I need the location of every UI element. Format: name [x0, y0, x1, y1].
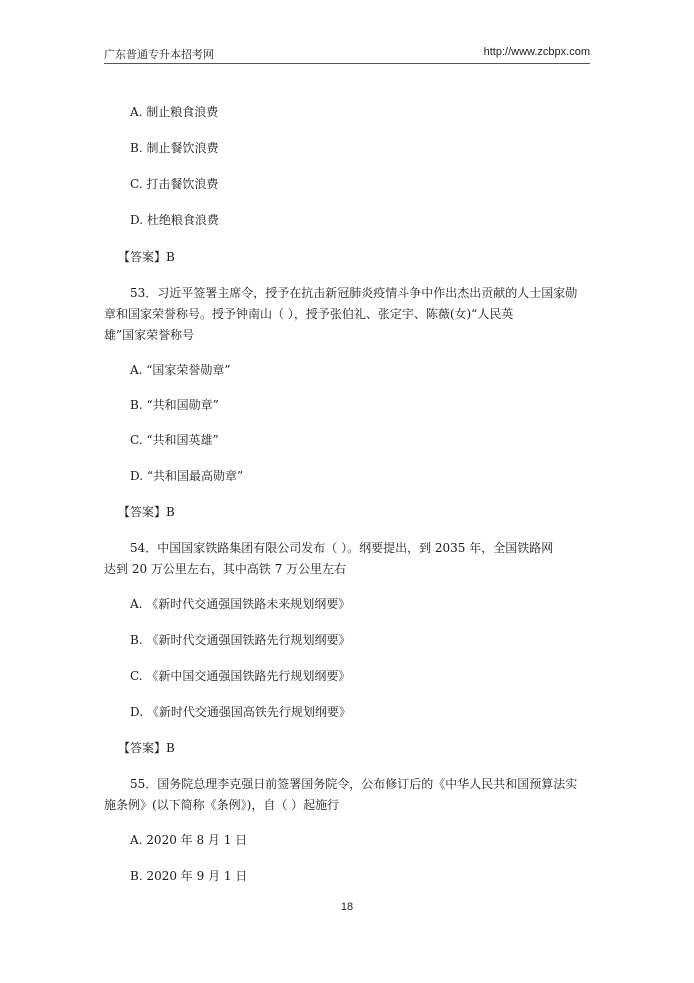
q53-text-line-2: 章和国家荣誉称号。授予钟南山（ ），授予张伯礼、张定宇、陈薇(女)“人民英 — [104, 307, 514, 321]
q53-text-line-1: 53．习近平签署主席令，授予在抗击新冠肺炎疫情斗争中作出杰出贡献的人士国家勋 — [130, 286, 578, 300]
q52-option-c: C. 打击餐饮浪费 — [130, 177, 219, 191]
header-url: http://www.zcbpx.com — [483, 46, 590, 58]
header-divider — [104, 63, 590, 64]
q53-option-b: B. “共和国勋章” — [130, 398, 219, 412]
header-site-name: 广东普通专升本招考网 — [104, 48, 214, 61]
q53-answer: 【答案】B — [118, 505, 175, 519]
q55-option-b: B. 2020 年 9 月 1 日 — [130, 869, 248, 883]
q54-option-b: B. 《新时代交通强国铁路先行规划纲要》 — [130, 633, 351, 647]
q55-option-a: A. 2020 年 8 月 1 日 — [130, 833, 248, 847]
q55-text-line-2: 施条例》(以下简称《条例》)，自（ ）起施行 — [104, 798, 340, 812]
q54-text-line-2: 达到 20 万公里左右，其中高铁 7 万公里左右 — [104, 562, 347, 576]
q55-text-line-1: 55．国务院总理李克强日前签署国务院令，公布修订后的《中华人民共和国预算法实 — [130, 777, 578, 791]
page-header — [104, 40, 590, 62]
q54-option-a: A. 《新时代交通强国铁路未来规划纲要》 — [130, 597, 351, 611]
q54-answer: 【答案】B — [118, 741, 175, 755]
page-number: 18 — [340, 901, 354, 913]
q54-option-d: D. 《新时代交通强国高铁先行规划纲要》 — [130, 705, 351, 719]
q52-answer: 【答案】B — [118, 250, 175, 264]
q54-text-line-1: 54．中国国家铁路集团有限公司发布（ ）。纲要提出，到 2035 年，全国铁路网 — [130, 541, 554, 555]
q52-option-d: D. 杜绝粮食浪费 — [130, 213, 219, 227]
q53-option-d: D. “共和国最高勋章” — [130, 469, 244, 483]
q52-option-a: A. 制止粮食浪费 — [130, 105, 219, 119]
q53-option-a: A. “国家荣誉勋章” — [130, 363, 231, 377]
q53-text-line-3: 雄”国家荣誉称号 — [104, 328, 195, 342]
q53-option-c: C. “共和国英雄” — [130, 433, 219, 447]
q52-option-b: B. 制止餐饮浪费 — [130, 141, 219, 155]
q54-option-c: C. 《新中国交通强国铁路先行规划纲要》 — [130, 669, 351, 683]
